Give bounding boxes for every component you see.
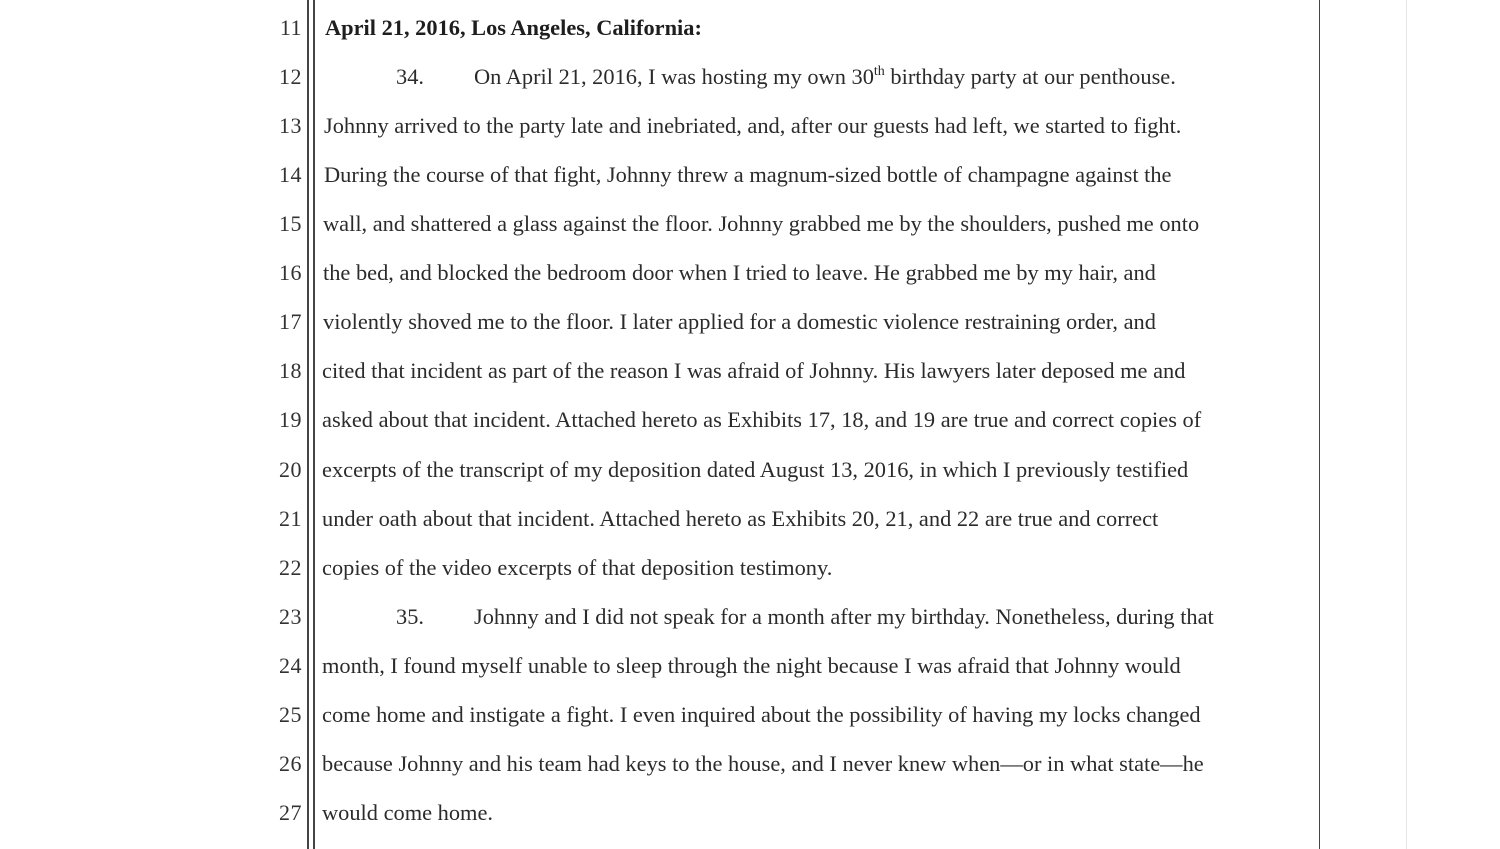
section-heading: April 21, 2016, Los Angeles, California: [325,15,702,40]
pleading-line [0,297,1500,346]
pleading-line [0,3,1500,52]
pleading-line [0,641,1500,690]
paragraph-text: cited that incident as part of the reason I was afraid of Johnny. His lawyers later deposed me and [322,358,1186,383]
ordinal-superscript: th [873,64,885,79]
paragraph-number: 35. [396,604,424,629]
line-number: 13 [279,113,302,138]
pleading-line [0,739,1500,788]
pleading-line [0,150,1500,199]
paragraph-text: because Johnny and his team had keys to the house, and I never knew when—or in what state—he [322,751,1204,776]
paragraph-text: Johnny arrived to the party late and inebriated, and, after our guests had left, we started to fight. [324,113,1182,138]
pleading-line [0,788,1500,837]
paragraph-text: Johnny and I did not speak for a month after my birthday. Nonetheless, during that [474,604,1214,629]
pleading-line [0,346,1500,395]
line-number: 14 [279,162,302,187]
line-number: 22 [279,555,302,580]
line-number: 27 [279,800,302,825]
line-number: 24 [279,653,302,678]
paragraph-number: 34. [396,64,424,89]
paragraph-text: On April 21, 2016, I was hosting my own 30 [474,64,874,89]
pleading-line [0,690,1500,739]
pleading-line [0,445,1500,494]
paragraph-text: excerpts of the transcript of my deposition dated August 13, 2016, in which I previously testified [322,457,1189,482]
line-number: 26 [279,751,302,776]
pleading-line [0,248,1500,297]
line-number: 21 [279,506,302,531]
pleading-line [0,101,1500,150]
line-number: 17 [279,309,302,334]
pleading-line [0,199,1500,248]
pleading-line [0,592,1500,641]
pleading-line [0,395,1500,444]
paragraph-text: under oath about that incident. Attached hereto as Exhibits 20, 21, and 22 are true and correct [322,506,1159,531]
paragraph-35-line-1 [322,592,1214,641]
pleading-line [0,543,1500,592]
line-number: 15 [279,211,302,236]
paragraph-text: come home and instigate a fight. I even inquired about the possibility of having my locks changed [322,702,1201,727]
line-number: 20 [279,457,302,482]
paragraph-text: violently shoved me to the floor. I later applied for a domestic violence restraining order, and [323,309,1156,334]
line-number: 16 [279,260,302,285]
line-number: 19 [279,407,302,432]
line-number: 23 [279,604,302,629]
pleading-line [0,52,1500,101]
paragraph-text: the bed, and blocked the bedroom door when I tried to leave. He grabbed me by my hair, and [323,260,1156,285]
paragraph-text: asked about that incident. Attached hereto as Exhibits 17, 18, and 19 are true and correct copies of [322,407,1202,432]
pleading-line [0,494,1500,543]
paragraph-text: During the course of that fight, Johnny threw a magnum-sized bottle of champagne against the [324,162,1172,187]
paragraph-text: month, I found myself unable to sleep through the night because I was afraid that Johnny would [322,653,1181,678]
paragraph-text: wall, and shattered a glass against the floor. Johnny grabbed me by the shoulders, pushed me onto [323,211,1200,236]
paragraph-34-line-1 [322,52,1176,101]
paragraph-text: would come home. [322,800,494,825]
paragraph-text: copies of the video excerpts of that deposition testimony. [322,555,833,580]
line-number: 18 [279,358,302,383]
paragraph-text: birthday party at our penthouse. [884,64,1176,89]
line-number: 12 [279,64,302,89]
line-number: 25 [279,702,302,727]
line-number: 11 [279,15,302,40]
